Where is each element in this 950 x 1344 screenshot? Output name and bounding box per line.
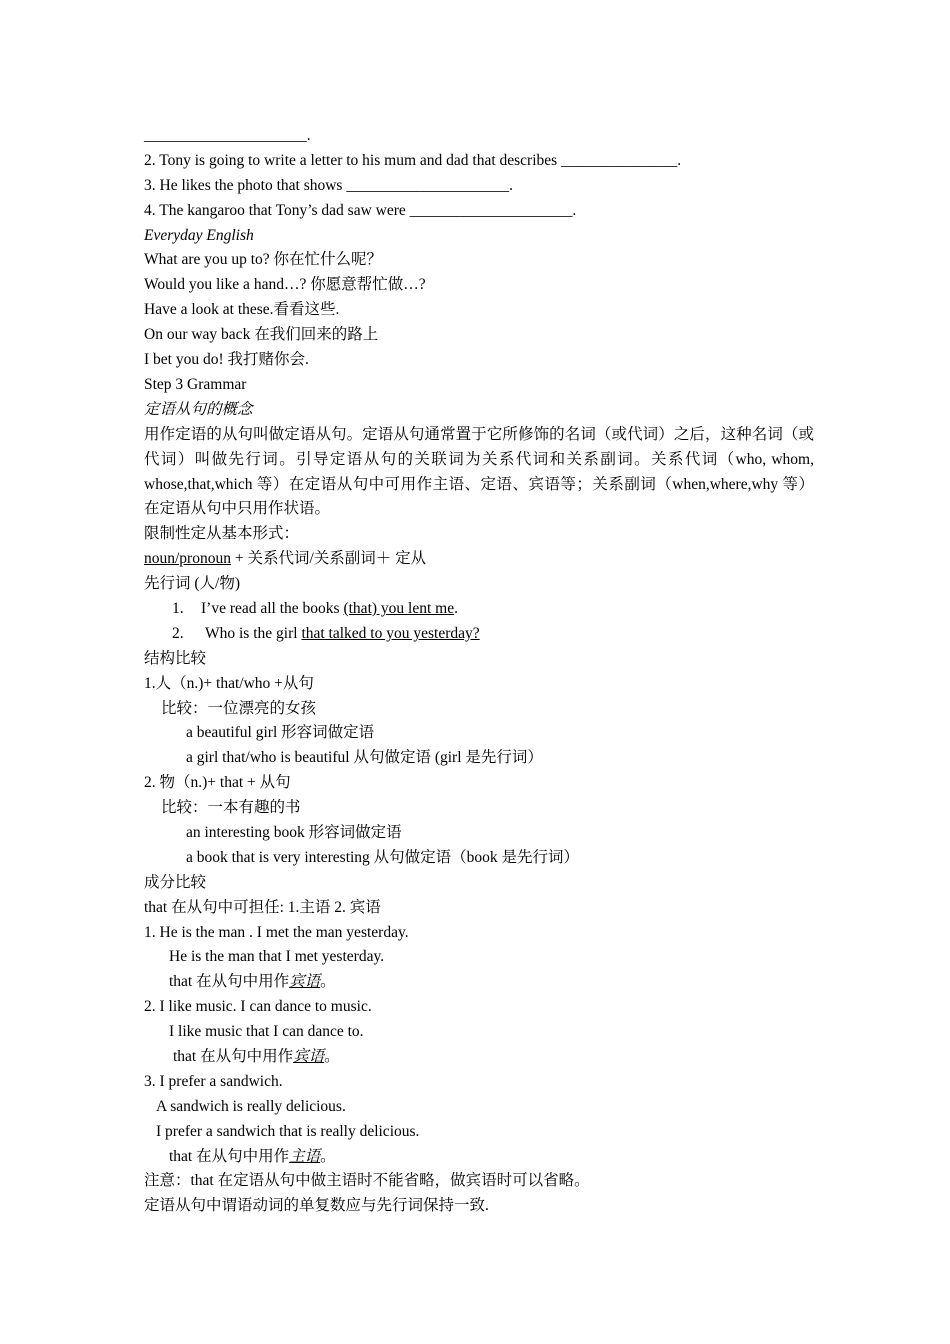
role-term: 宾语 bbox=[289, 973, 321, 991]
everyday-english-heading: Everyday English bbox=[144, 226, 254, 244]
component-heading: 成分比较 bbox=[144, 873, 207, 891]
structure-2-b: a book that is very interesting 从句做定语（book 是先行词） bbox=[186, 848, 580, 866]
question-4: 4. The kangaroo that Tony’s dad saw were _____________________. bbox=[144, 201, 577, 219]
everyday-phrase: I bet you do! 我打赌你会. bbox=[144, 351, 309, 369]
structure-2-a: an interesting book 形容词做定语 bbox=[186, 824, 402, 841]
concept-paragraph: 用作定语的从句叫做定语从句。定语从句通常置于它所修饰的名词（或代词）之后，这种名词（或代词）叫做先行词。引导定语从句的关联词为关系代词和关系副词。关系代词（who, whom, whose,that,which 等）在定语从句中可用作主语、定语、宾语等；关系副词（when,where,why 等）在定语从句中只用作状语。 bbox=[144, 425, 814, 518]
example-clause: that talked to you yesterday? bbox=[301, 624, 480, 642]
role-prefix: that 在从句中用作 bbox=[169, 1147, 290, 1165]
structure-2-compare: 比较：一本有趣的书 bbox=[161, 799, 301, 817]
concept-heading: 定语从句的概念 bbox=[144, 400, 253, 418]
everyday-phrase: On our way back 在我们回来的路上 bbox=[144, 326, 379, 344]
structure-1-title: 1.人（n.)+ that/who +从句 bbox=[144, 674, 314, 692]
example-number: 2. bbox=[172, 624, 184, 642]
answer-blank-line: _____________________. bbox=[144, 127, 311, 144]
example-1-role bbox=[144, 970, 814, 995]
everyday-phrase: Have a look at these.看看这些. bbox=[144, 301, 340, 319]
form-noun: noun/pronoun bbox=[144, 550, 231, 568]
form-formula bbox=[144, 547, 814, 572]
example-3-combined: I prefer a sandwich that is really delicious. bbox=[156, 1122, 420, 1140]
role-prefix: that 在从句中用作 bbox=[173, 1048, 294, 1066]
antecedent-label: 先行词 (人/物) bbox=[144, 575, 241, 593]
everyday-phrase: What are you up to? 你在忙什么呢？ bbox=[144, 251, 383, 269]
example-item bbox=[144, 622, 814, 647]
question-3: 3. He likes the photo that shows _____________________. bbox=[144, 176, 513, 194]
role-suffix: 。 bbox=[324, 1048, 340, 1066]
form-heading: 限制性定从基本形式： bbox=[144, 525, 300, 543]
example-3-sentence: 3. I prefer a sandwich. bbox=[144, 1072, 283, 1090]
role-term: 宾语 bbox=[293, 1048, 325, 1066]
example-end: . bbox=[454, 599, 458, 617]
example-2-role bbox=[144, 1045, 814, 1070]
example-3-role bbox=[144, 1145, 814, 1170]
example-2-combined: I like music that I can dance to. bbox=[169, 1023, 364, 1041]
role-suffix: 。 bbox=[320, 973, 336, 991]
example-2-sentences: 2. I like music. I can dance to music. bbox=[144, 998, 372, 1016]
document-page bbox=[144, 124, 814, 1219]
structure-heading: 结构比较 bbox=[144, 649, 207, 667]
example-item bbox=[144, 597, 814, 622]
that-roles: that 在从句中可担任: 1.主语 2. 宾语 bbox=[144, 898, 381, 916]
form-rest: + 关系代词/关系副词＋ 定从 bbox=[230, 550, 427, 568]
question-2: 2. Tony is going to write a letter to his mum and dad that describes _______________. bbox=[144, 151, 682, 169]
structure-1-compare: 比较：一位漂亮的女孩 bbox=[161, 699, 317, 717]
example-1-sentences: 1. He is the man . I met the man yesterday. bbox=[144, 923, 409, 941]
example-3-second: A sandwich is really delicious. bbox=[156, 1097, 346, 1115]
everyday-phrase: Would you like a hand…? 你愿意帮忙做…? bbox=[144, 276, 426, 294]
step-3-heading: Step 3 Grammar bbox=[144, 375, 247, 393]
example-text: Who is the girl bbox=[205, 624, 302, 642]
example-1-combined: He is the man that I met yesterday. bbox=[169, 948, 385, 966]
structure-1-a: a beautiful girl 形容词做定语 bbox=[186, 724, 375, 742]
note-agreement: 定语从句中谓语动词的单复数应与先行词保持一致. bbox=[144, 1197, 489, 1215]
structure-1-b: a girl that/who is beautiful 从句做定语 (girl 是先行词） bbox=[186, 749, 543, 767]
role-prefix: that 在从句中用作 bbox=[169, 973, 290, 991]
example-clause: (that) you lent me bbox=[343, 599, 455, 617]
role-term: 主语 bbox=[289, 1147, 321, 1165]
role-suffix: 。 bbox=[320, 1147, 336, 1165]
example-number: 1. bbox=[172, 599, 184, 617]
example-text: I’ve read all the books bbox=[201, 599, 344, 617]
structure-2-title: 2. 物（n.)+ that + 从句 bbox=[144, 774, 291, 792]
note-omission: 注意：that 在定语从句中做主语时不能省略，做宾语时可以省略。 bbox=[144, 1172, 590, 1190]
